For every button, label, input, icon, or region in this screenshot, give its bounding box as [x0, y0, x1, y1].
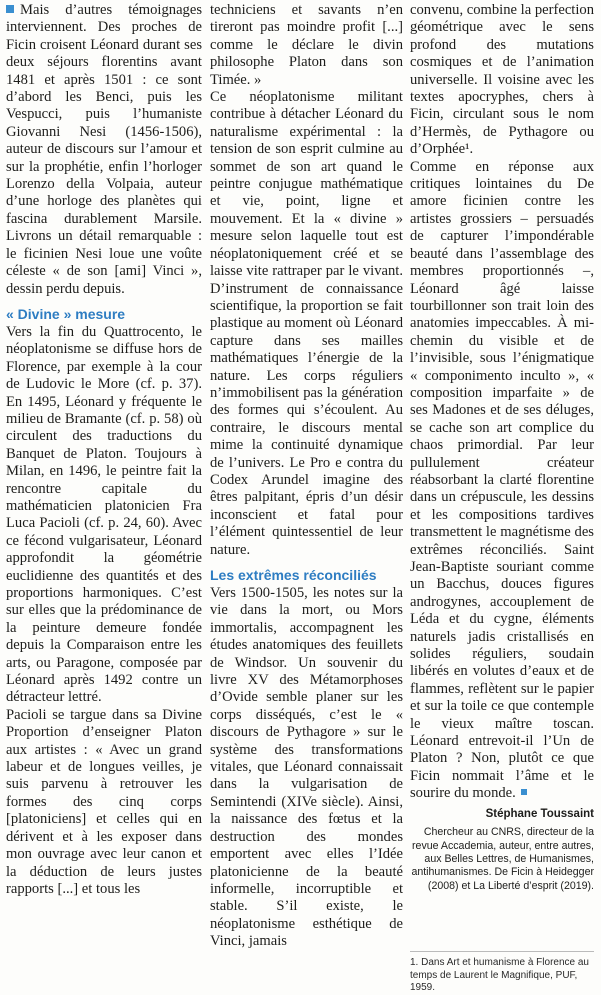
column-3	[410, 2, 594, 995]
footnote-divider	[410, 951, 594, 952]
start-square-icon	[6, 5, 14, 13]
section-heading-extremes: Les extrêmes réconciliés	[210, 567, 377, 583]
column-1	[6, 2, 202, 898]
body-paragraph: Pacioli se targue dans sa Divine Proportion d’enseigner Platon aux artistes : « Avec un grand labeur et de longues veilles, je suis parvenu à retrouver les formes des cinq corps [platoniciens] et celles qui en dérivent et à les exposer dans mon ouvrage avec leur canon et la déduction de leurs justes rapports [...] et tous les	[6, 706, 202, 897]
author-signature: Stéphane Toussaint	[485, 807, 594, 820]
body-paragraph: Vers 1500-1505, les notes sur la vie dans la mort, ou Mors immortalis, accompagnent les études anatomiques des feuillets de Windsor. Un souvenir du livre XV des Métamorphoses d’Ovide semble planer sur les corps disséqués, c’est le « discours de Pythagore » sur le système des transformations vitales, que Léonard connaissait dans la vulgarisation de Semintendi (XIVe siècle). Ainsi, la naissance des fœtus et la destruction des mondes emportent avec elles l’Idée platonicienne de la beauté informelle, incorruptible et stable. S’il existe, le néoplatonisme esthétique de Vinci, jamais	[210, 585, 403, 950]
footnote: 1. Dans Art et humanisme à Florence au temps de Laurent le Magnifique, PUF, 1959.	[410, 957, 589, 994]
body-paragraph: techniciens et savants n’en tireront pas moindre profit [...] comme le déclare le divin philosophe Platon dans son Timée. »	[210, 2, 403, 88]
end-square-icon	[521, 789, 527, 795]
body-paragraph: Mais d’autres témoignages interviennent. Des proches de Ficin croisent Léonard durant ses deux séjours florentins avant 1481 et après 1501 : ce sont d’abord les Benci, puis les Vespucci, puis l’humaniste Giovanni Nesi (1456-1506), auteur de discours sur l’amour et sur la prophétie, enfin l’horloger Lorenzo della Volpaia, auteur d’une horloge des planètes qui fascina durablement Marsile. Livrons un détail remarquable : le ficinien Nesi loue une voûte céleste « de son [ami] Vinci », dessin perdu depuis.	[6, 2, 202, 297]
body-paragraph: convenu, combine la perfection géométrique avec le sens profond des mutations cosmiques et de l’animation universelle. Il voisine avec les textes apocryphes, chers à Ficin, circulant sous le nom d’Hermès, de Pythagore ou d’Orphée¹.	[410, 2, 594, 158]
body-paragraph: Ce néoplatonisme militant contribue à détacher Léonard du naturalisme expérimental : la tension de son esprit culmine au sommet de son art quand le peintre conjugue mathématique et vie, point, ligne et mouvement. Et la « divine » mesure selon laquelle tout est néoplatoniquement créé et se laisse vite rattraper par le vivant. D’instrument de connaissance scientifique, la proportion se fait plastique au moment où Léonard capture dans ses mailles mathématiques l’énergie de la nature. Les corps réguliers n’immobilisent pas la génération des formes qui s’écoulent. Au contraire, le discours mental mime la continuité dynamique de l’univers. Le Pro e contra du Codex Arundel imagine des êtres palpitant, épris d’un désir inconscient et fatal pour l’élément quintessentiel de leur nature.	[210, 89, 403, 558]
body-paragraph: Vers la fin du Quattrocento, le néoplatonisme se diffuse hors de Florence, par exemple à la cour de Ludovic le More (cf. p. 37). En 1495, Léonard y fréquente le milieu de Bramante (cf. p. 58) où circulent des traductions du Banquet de Platon. Toujours à Milan, en 1496, le peintre fait la rencontre capitale du mathématicien platonicien Fra Luca Pacioli (cf. p. 24, 60). Avec ce fécond vulgarisateur, Léonard approfondit la géométrie euclidienne des quantités et des proportions harmoniques. C’est sur elles que la prédominance de la peinture demeure fondée depuis la Comparaison entre les arts, ou Paragone, composée par Léonard après 1492 contre un détracteur lettré.	[6, 323, 202, 706]
column-2	[210, 2, 403, 951]
section-heading-divine-mesure: « Divine » mesure	[6, 305, 126, 322]
author-bio: Chercheur au CNRS, directeur de la revue Accademia, auteur, entre autres, aux Belles Lettres, de Humanismes, antihumanismes. De Ficin à Heidegger (2008) et La Liberté d’esprit (2019).	[411, 826, 594, 892]
body-paragraph: Comme en réponse aux critiques lointaines du De amore ficinien contre les artistes grossiers – persuadés de capturer l’impondérable beauté dans l’assemblage des membres proportionnés –, Léonard âgé laisse tourbillonner son trait loin des anatomies impeccables. À mi-chemin du visible et de l’invisible, sous l’énigmatique « componimento inculto », « composition imparfaite » de ses Madones et de ses déluges, se cache son art complice du chaos primordial. Par leur pullulement créateur réabsorbant la clarté florentine dans un crépuscule, les dessins et les compositions tardives transmettent le magnétisme des extrêmes réconciliés. Saint Jean-Baptiste souriant comme un Bacchus, douces figures androgynes, accouplement de Léda et du cygne, éléments naturels jadis cristallisés en solides réguliers, soudain libérés en volutes d’eaux et de flammes, reflètent sur le papier et sur la toile ce que contemple le vieux maître toscan. Léonard entrevoit-il l’Un de Platon ? Non, plutôt ce que Ficin nommait l’âme et le sourire du monde.	[410, 158, 594, 802]
